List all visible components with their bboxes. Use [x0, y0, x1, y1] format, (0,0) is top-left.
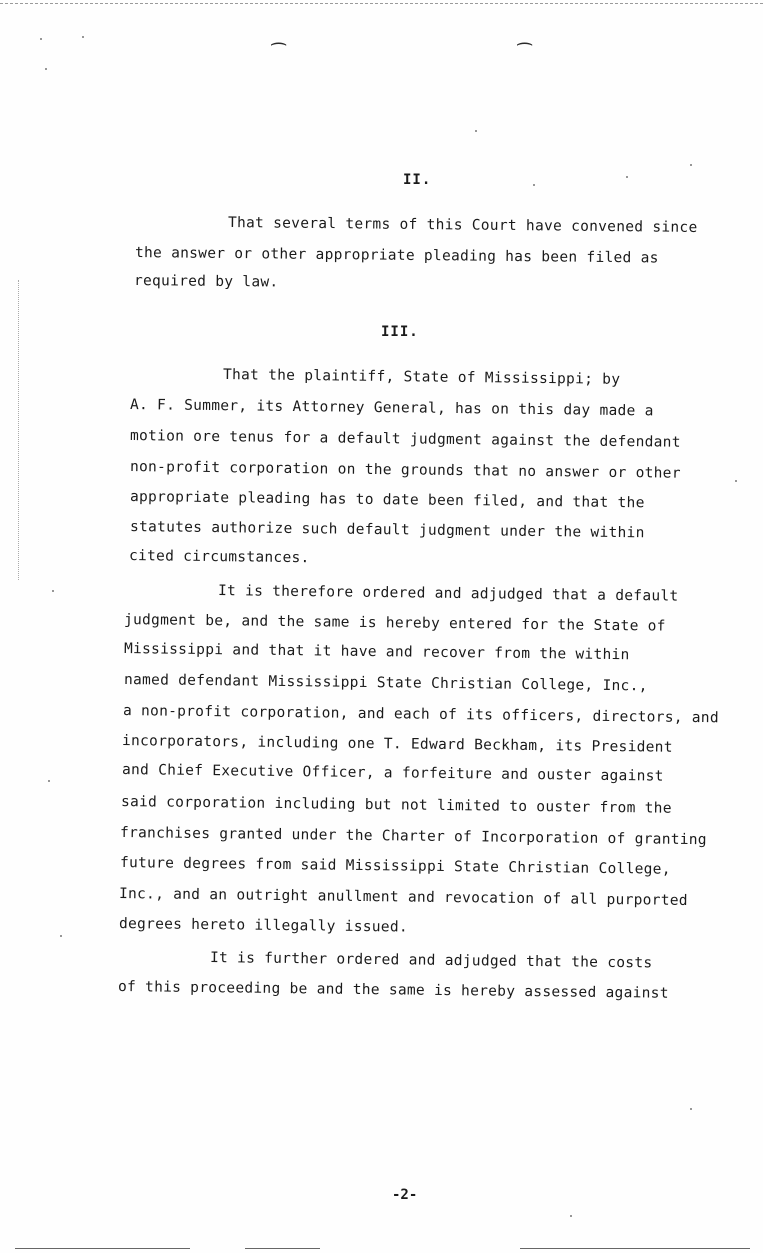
scan-speck — [475, 130, 477, 132]
page-number: -2- — [392, 1187, 418, 1203]
body-line: the answer or other appropriate pleading has been filed as — [134, 245, 659, 267]
scan-speck — [52, 590, 54, 592]
body-line: non-profit corporation on the grounds that no answer or other — [129, 459, 681, 482]
bottom-edge-line — [520, 1248, 750, 1249]
body-line: future degrees from said Mississippi State Christian College, — [119, 855, 671, 878]
scan-speck — [735, 480, 737, 482]
scan-speck — [690, 1108, 692, 1110]
body-line: statutes authorize such default judgment under the within — [129, 519, 645, 542]
scan-speck — [570, 1215, 572, 1217]
body-line: said corporation including but not limited to ouster from the — [120, 794, 672, 817]
punch-mark-icon: ⌢ — [515, 30, 534, 54]
body-line: appropriate pleading has to date been filed, and that the — [129, 489, 645, 512]
scan-speck — [533, 184, 535, 186]
section-heading-ii: II. — [403, 172, 432, 188]
section-heading-iii: III. — [381, 324, 419, 340]
body-line: required by law. — [133, 273, 279, 291]
scan-speck — [45, 68, 47, 70]
body-line: degrees hereto illegally issued. — [118, 916, 409, 936]
bottom-edge-line — [245, 1248, 320, 1249]
perforation-edge — [0, 3, 763, 4]
body-line: of this proceeding be and the same is hereby assessed against — [117, 979, 669, 1002]
body-line: and Chief Executive Officer, a forfeiture and ouster against — [121, 762, 664, 785]
body-line: named defendant Mississippi State Christian College, Inc., — [123, 672, 648, 695]
bottom-edge-line — [15, 1248, 190, 1249]
body-line: A. F. Summer, its Attorney General, has on this day made a — [129, 397, 654, 420]
scan-speck — [82, 36, 84, 38]
scan-speck — [48, 780, 50, 782]
body-line: That several terms of this Court have convened since — [227, 215, 698, 236]
body-line: motion ore tenus for a default judgment against the defendant — [129, 428, 681, 451]
body-line: franchises granted under the Charter of Incorporation of granting — [119, 825, 707, 849]
body-line: It is therefore ordered and adjudged that a default — [217, 583, 679, 605]
body-line: It is further ordered and adjudged that the costs — [209, 950, 653, 972]
body-line: incorporators, including one T. Edward Beckham, its President — [121, 733, 673, 756]
scan-speck — [690, 164, 692, 166]
scan-speck — [60, 935, 62, 937]
body-line: cited circumstances. — [128, 548, 310, 567]
body-line: judgment be, and the same is hereby entered for the State of — [123, 612, 666, 635]
scan-speck — [40, 38, 42, 40]
body-line: That the plaintiff, State of Mississippi; by — [222, 367, 621, 388]
punch-mark-icon: ⌢ — [269, 30, 288, 54]
body-line: Inc., and an outright anullment and revocation of all purported — [118, 886, 688, 909]
scan-speck — [626, 176, 628, 178]
margin-binding-marks — [18, 280, 19, 580]
body-line: Mississippi and that it have and recover from the within — [123, 641, 630, 664]
body-line: a non-profit corporation, and each of its officers, directors, and — [122, 703, 720, 727]
